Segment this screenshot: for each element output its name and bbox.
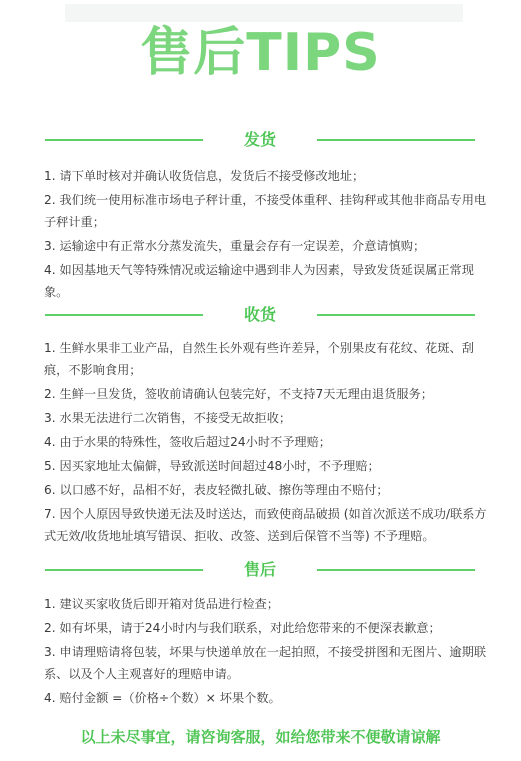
list-item: 2. 生鲜一旦发货，签收前请确认包装完好，不支持7天无理由退货服务； bbox=[44, 387, 433, 401]
section-title-aftersale: 售后 bbox=[243, 560, 276, 579]
list-item: 4. 赔付金额 =（价格÷个数）× 坏果个数。 bbox=[44, 691, 281, 705]
list-item: 5. 因买家地址太偏僻，导致派送时间超过48小时，不予理赔； bbox=[44, 459, 380, 473]
section-header-shipping bbox=[45, 127, 475, 153]
list-item: 7. 因个人原因导致快递无法及时送达，而致使商品破损 (如首次派送不成功/联系方式无效/收货地址填写错误、拒收、改签、送到后保管不当等) 不予理赔。 bbox=[44, 507, 487, 543]
divider-line-right bbox=[317, 569, 475, 571]
top-decorative-band bbox=[65, 4, 463, 22]
list-item: 1. 建议买家收货后即开箱对货品进行检查； bbox=[44, 597, 279, 611]
divider-line-right bbox=[317, 314, 475, 316]
list-item: 3. 运输途中有正常水分蒸发流失，重量会存有一定误差，介意请慎购； bbox=[44, 239, 426, 253]
list-item: 2. 我们统一使用标准市场电子秤计重，不接受体重秤、挂钩秤或其他非商品专用电子秤计重； bbox=[44, 193, 487, 229]
list-item: 4. 如因基地天气等特殊情况或运输途中遇到非人为因素，导致发货延误属正常现象。 bbox=[44, 263, 474, 299]
list-item: 1. 生鲜水果非工业产品，自然生长外观有些许差异，个别果皮有花纹、花斑、刮痕，不影响食用； bbox=[44, 341, 474, 377]
list-item: 6. 以口感不好，品相不好，表皮轻微扎破、擦伤等理由不赔付； bbox=[44, 483, 389, 497]
shipping-tips-list bbox=[44, 165, 494, 305]
divider-line-right bbox=[317, 139, 475, 141]
list-item: 1. 请下单时核对并确认收货信息，发货后不接受修改地址； bbox=[44, 169, 365, 183]
list-item: 3. 申请理赔请将包装，坏果与快递单放在一起拍照，不接受拼图和无图片、逾期联系、以及个人主观喜好的理赔申请。 bbox=[44, 645, 487, 681]
aftersale-tips-list bbox=[44, 593, 494, 711]
section-title-receiving: 收货 bbox=[243, 305, 276, 324]
section-title-shipping: 发货 bbox=[243, 130, 276, 149]
list-item: 4. 由于水果的特殊性，签收后超过24小时不予理赔； bbox=[44, 435, 331, 449]
receiving-tips-list bbox=[44, 337, 494, 549]
section-header-aftersale bbox=[45, 557, 475, 583]
page-title: 售后TIPS bbox=[140, 23, 381, 83]
footer-note: 以上未尽事宜，请咨询客服，如给您带来不便敬请谅解 bbox=[80, 728, 441, 746]
list-item: 3. 水果无法进行二次销售，不接受无故拒收； bbox=[44, 411, 292, 425]
list-item: 2. 如有坏果，请于24小时内与我们联系，对此给您带来的不便深表歉意； bbox=[44, 621, 441, 635]
section-header-receiving bbox=[45, 302, 475, 328]
